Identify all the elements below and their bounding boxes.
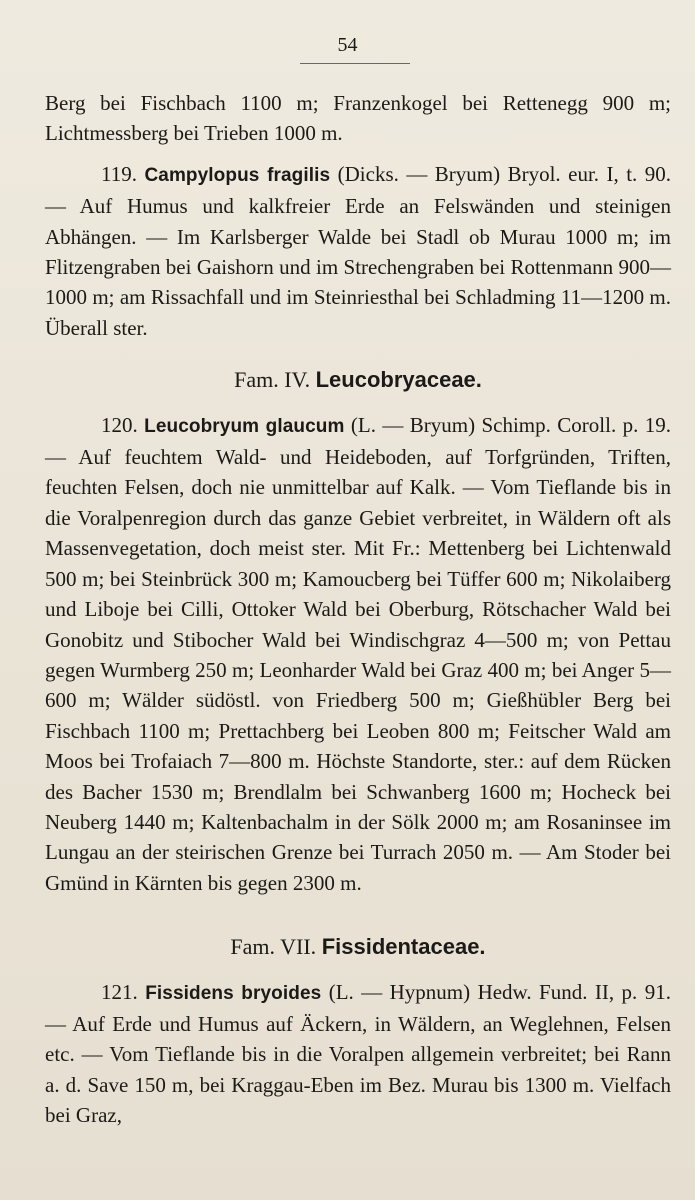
family-name: Leucobryaceae. xyxy=(315,367,482,393)
body-text xyxy=(45,88,671,1131)
family-heading-iv xyxy=(45,365,671,395)
species-text: (L. — Hypnum) Hedw. Fund. II, p. 91. — Auf Erde und Humus auf Äckern, in Wäldern, an Weglehnen, Felsen etc. — Vom Tieflande bis in die Voralpen allgemein verbreitet; bei Rann a. d. Save 150 m, bei Kraggau-Eben im Bez. Murau bis 1300 m. Vielfach bei Graz, xyxy=(45,979,671,1128)
family-name: Fissidentaceae. xyxy=(321,934,486,960)
species-number: 119. xyxy=(101,161,137,186)
species-name: Campylopus fragilis xyxy=(144,164,331,186)
family-label: Fam. IV. xyxy=(234,367,311,393)
family-label: Fam. VII. xyxy=(230,934,317,960)
species-entry-119 xyxy=(45,159,671,343)
family-heading-vii xyxy=(45,932,671,962)
species-entry-120 xyxy=(45,410,671,899)
continuation-paragraph: Berg bei Fischbach 1100 m; Franzenkogel bei Rettenegg 900 m; Lichtmessberg bei Trieben 1000 m. xyxy=(45,91,671,146)
species-text: (Dicks. — Bryum) Bryol. eur. I, t. 90. — Auf Humus und kalkfreier Erde an Felswänden und steinigen Abhängen. — Im Karlsberger Walde bei Stadl ob Murau 1000 m; im Flitzengraben bei Gaishorn und im Strechengraben bei Rottenmann 900—1000 m; am Rissachfall und im Steinriesthal bei Schladming 11—1200 m. Überall ster. xyxy=(45,161,672,340)
species-name: Leucobryum glaucum xyxy=(144,415,345,437)
species-entry-121 xyxy=(45,977,671,1131)
species-text: (L. — Bryum) Schimp. Coroll. p. 19. — Auf feuchtem Wald- und Heideboden, auf Torfgründen, Triften, feuchten Felsen, doch nie unmittelbar auf Kalk. — Vom Tieflande bis in die Voralpenregion durch das ganze Gebiet verbreitet, in Wäldern oft als Massenvegetation, doch meist ster. Mit Fr.: Mettenberg bei Lichtenwald 500 m; bei Steinbrück 300 m; Kamoucberg bei Tüffer 600 m; Nikolaiberg und Liboje bei Cilli, Ottoker Wald bei Oberburg, Rötschacher Wald bei Gonobitz und Stibocher Wald bei Windischgraz 4—500 m; von Pettau gegen Wurmberg 250 m; Leonharder Wald bei Graz 400 m; bei Anger 5—600 m; Wälder südöstl. von Friedberg 500 m; Gießhübler Berg bei Fischbach 1100 m; Prettachberg bei Leoben 800 m; Feitscher Wald am Moos bei Trofaiach 7—800 m. Höchste Standorte, ster.: auf dem Rücken des Bacher 1530 m; Brendlalm bei Schwanberg 1600 m; Hocheck bei Neuberg 1440 m; Kaltenbachalm in der Sölk 2000 m; am Rosaninsee im Lungau an der steirischen Grenze bei Turrach 2050 m. — Am Stoder bei Gmünd in Kärnten bis gegen 2300 m. xyxy=(45,412,671,895)
header-rule xyxy=(300,63,410,64)
page-number: 54 xyxy=(337,34,358,56)
species-name: Fissidens bryoides xyxy=(145,982,322,1004)
species-number: 121. xyxy=(101,979,138,1004)
species-number: 120. xyxy=(101,412,138,437)
